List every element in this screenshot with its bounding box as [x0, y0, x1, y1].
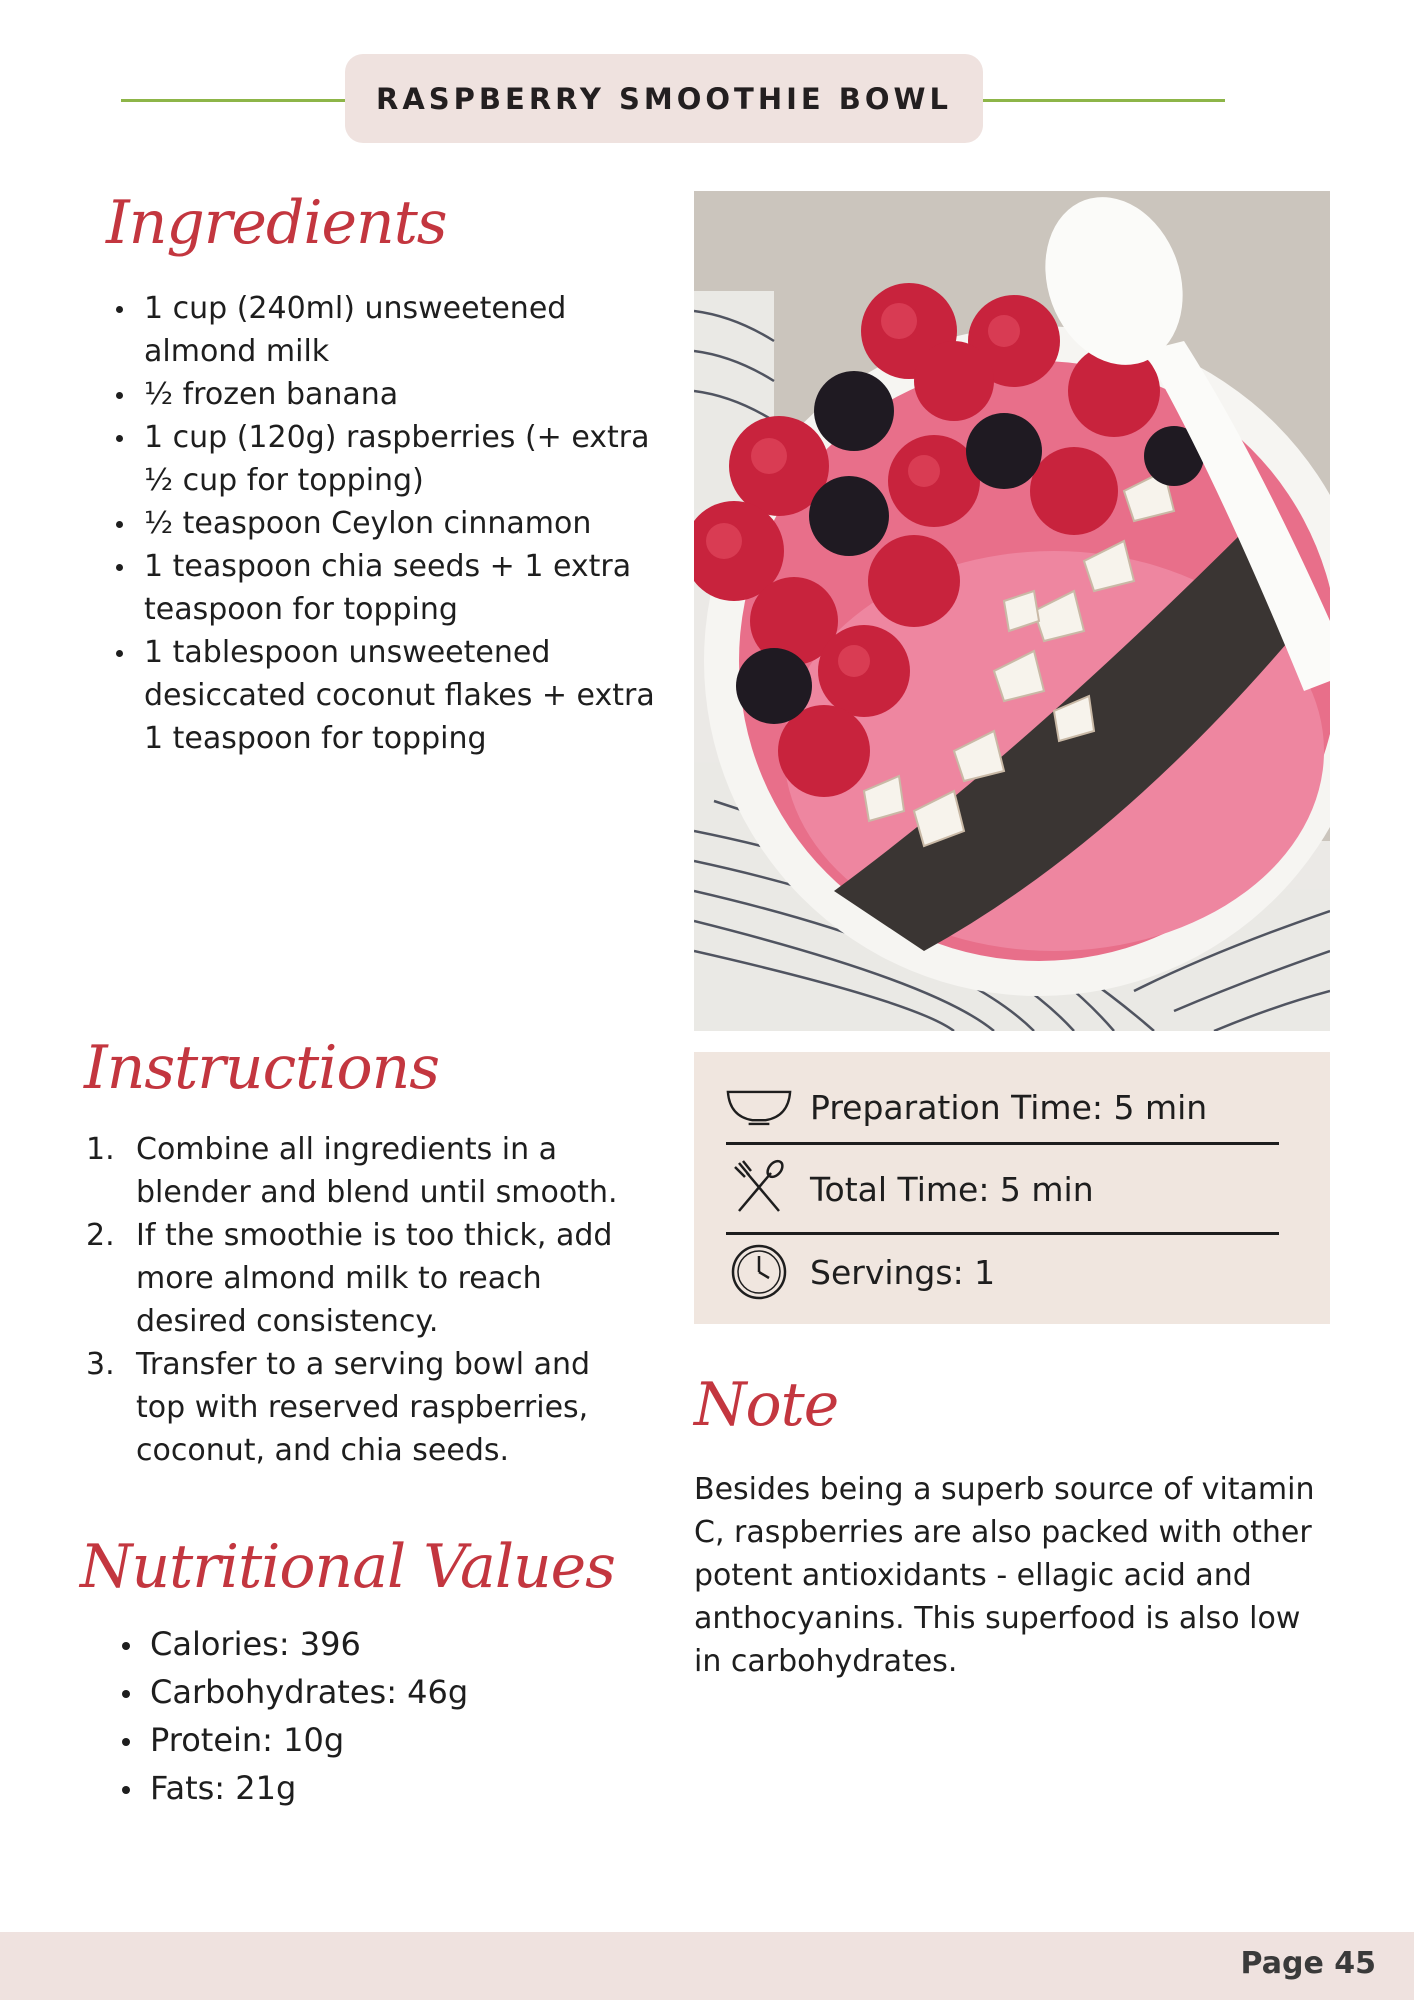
nutrition-item: Fats: 21g [114, 1764, 614, 1812]
ingredient-item: ½ frozen banana [110, 373, 670, 416]
instructions-list [86, 1128, 643, 1472]
ingredients-heading: Ingredients [106, 188, 447, 258]
info-divider [726, 1142, 1279, 1145]
page-title: RASPBERRY SMOOTHIE BOWL [375, 81, 953, 116]
ingredient-item: 1 cup (120g) raspberries (+ extra ½ cup for topping) [110, 416, 670, 502]
bowl-icon [726, 1077, 792, 1137]
page-number: Page 45 [1240, 1946, 1376, 1981]
ingredient-item: 1 cup (240ml) unsweetened almond milk [110, 287, 670, 373]
info-divider [726, 1232, 1279, 1235]
servings-row [726, 1242, 1286, 1302]
recipe-info-box [694, 1052, 1330, 1324]
nutrition-heading: Nutritional Values [80, 1532, 615, 1602]
total-time-label: Total Time: 5 min [810, 1169, 1094, 1209]
smoothie-bowl-photo [694, 191, 1330, 1031]
instruction-step: 1. Combine all ingredients in a blender and blend until smooth. [86, 1132, 618, 1210]
servings-label: Servings: 1 [810, 1252, 996, 1292]
nutrition-item: Carbohydrates: 46g [114, 1668, 614, 1716]
prep-time-row [726, 1077, 1286, 1137]
page-footer [0, 1932, 1414, 2000]
instruction-step: 3. Transfer to a serving bowl and top with reserved raspberries, coconut, and chia seeds. [86, 1347, 591, 1468]
nutrition-item: Calories: 396 [114, 1620, 614, 1668]
ingredient-item: ½ teaspoon Ceylon cinnamon [110, 502, 670, 545]
note-text: Besides being a superb source of vitamin C, raspberries are also packed with other potent antioxidants - ellagic acid and anthocyanins. This superfood is also low in carbohydrates. [694, 1472, 1315, 1679]
note-heading: Note [694, 1370, 839, 1440]
instructions-heading: Instructions [84, 1033, 440, 1103]
fork-spoon-icon [726, 1159, 792, 1219]
title-line-right [980, 99, 1225, 102]
prep-time-label: Preparation Time: 5 min [810, 1087, 1208, 1127]
ingredient-item: 1 tablespoon unsweetened desiccated coconut flakes + extra 1 teaspoon for topping [110, 631, 670, 760]
total-time-row [726, 1159, 1286, 1219]
ingredients-list [110, 287, 670, 760]
nutrition-list [114, 1620, 614, 1812]
title-banner [345, 54, 983, 143]
instruction-step: 2. If the smoothie is too thick, add more almond milk to reach desired consistency. [86, 1218, 613, 1339]
nutrition-item: Protein: 10g [114, 1716, 614, 1764]
clock-icon [726, 1242, 792, 1302]
ingredient-item: 1 teaspoon chia seeds + 1 extra teaspoon for topping [110, 545, 670, 631]
title-line-left [121, 99, 349, 102]
